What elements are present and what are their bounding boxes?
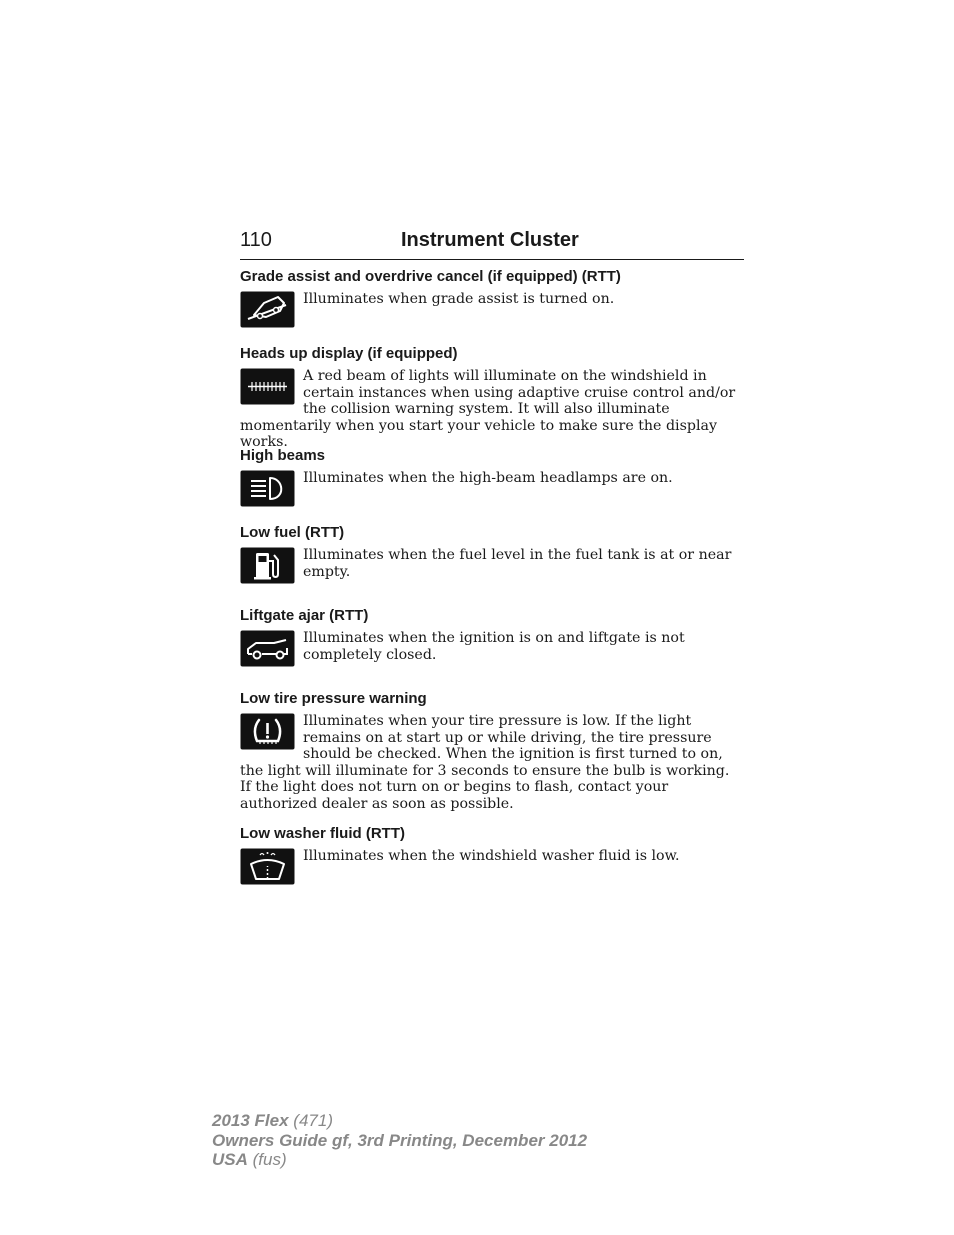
footer-guide: Owners Guide gf, 3rd Printing, December 2012 [212,1130,588,1150]
section-title: Liftgate ajar (RTT) [240,607,369,624]
section-title: Low washer fluid (RTT) [240,825,405,842]
washer-fluid-icon [240,848,295,885]
section-low-fuel [240,524,744,587]
footer-model-code: (471) [293,1111,333,1130]
section-body [240,291,744,308]
liftgate-ajar-icon [240,630,295,667]
section-text: A red beam of lights will illuminate on the windshield in certain instances when using adaptive cruise control and/or the collision warning system. It will also illuminate momentarily when you start your vehicle to make sure the display works. [240,368,736,450]
section-text: Illuminates when grade assist is turned on. [303,291,615,307]
section-text: Illuminates when the high-beam headlamps are on. [303,470,673,486]
high-beam-icon [240,470,295,507]
section-body [240,713,744,812]
page-footer [212,1111,587,1170]
section-low-washer-fluid [240,825,744,888]
grade-assist-icon [240,291,295,328]
footer-line-region [212,1150,587,1170]
section-grade-assist [240,268,744,331]
tire-pressure-icon [240,713,295,750]
footer-region-code: (fus) [252,1150,287,1169]
section-title: Low tire pressure warning [240,690,427,707]
section-liftgate-ajar [240,607,744,670]
page-title: Instrument Cluster [401,229,579,251]
section-text: Illuminates when the fuel level in the fuel tank is at or near empty. [303,547,732,580]
section-high-beams [240,447,744,510]
fuel-pump-icon [240,547,295,584]
section-body [240,848,744,865]
page-number: 110 [240,229,272,251]
section-body [240,368,744,451]
section-text: Illuminates when your tire pressure is low. If the light remains on at start up or while driving, the tire pressure should be checked. When the ignition is first turned to on, the light will illuminate for 3 seconds to ensure the bulb is working. If the light does not turn on or begins to flash, contact your authorized dealer as soon as possible. [240,713,730,812]
section-title: High beams [240,447,326,464]
page-header [240,228,744,260]
section-low-tire-pressure [240,690,744,812]
section-body [240,470,744,487]
section-body [240,547,744,580]
section-title: Heads up display (if equipped) [240,345,458,362]
footer-model: 2013 Flex [212,1111,289,1130]
footer-region: USA [212,1150,248,1169]
section-text: Illuminates when the ignition is on and liftgate is not completely closed. [303,630,685,663]
footer-line-model [212,1111,587,1131]
section-heads-up-display [240,345,744,451]
heads-up-display-icon [240,368,295,405]
section-title: Low fuel (RTT) [240,524,345,541]
section-text: Illuminates when the windshield washer fluid is low. [303,848,680,864]
section-title: Grade assist and overdrive cancel (if equipped) (RTT) [240,268,621,285]
section-body [240,630,744,663]
